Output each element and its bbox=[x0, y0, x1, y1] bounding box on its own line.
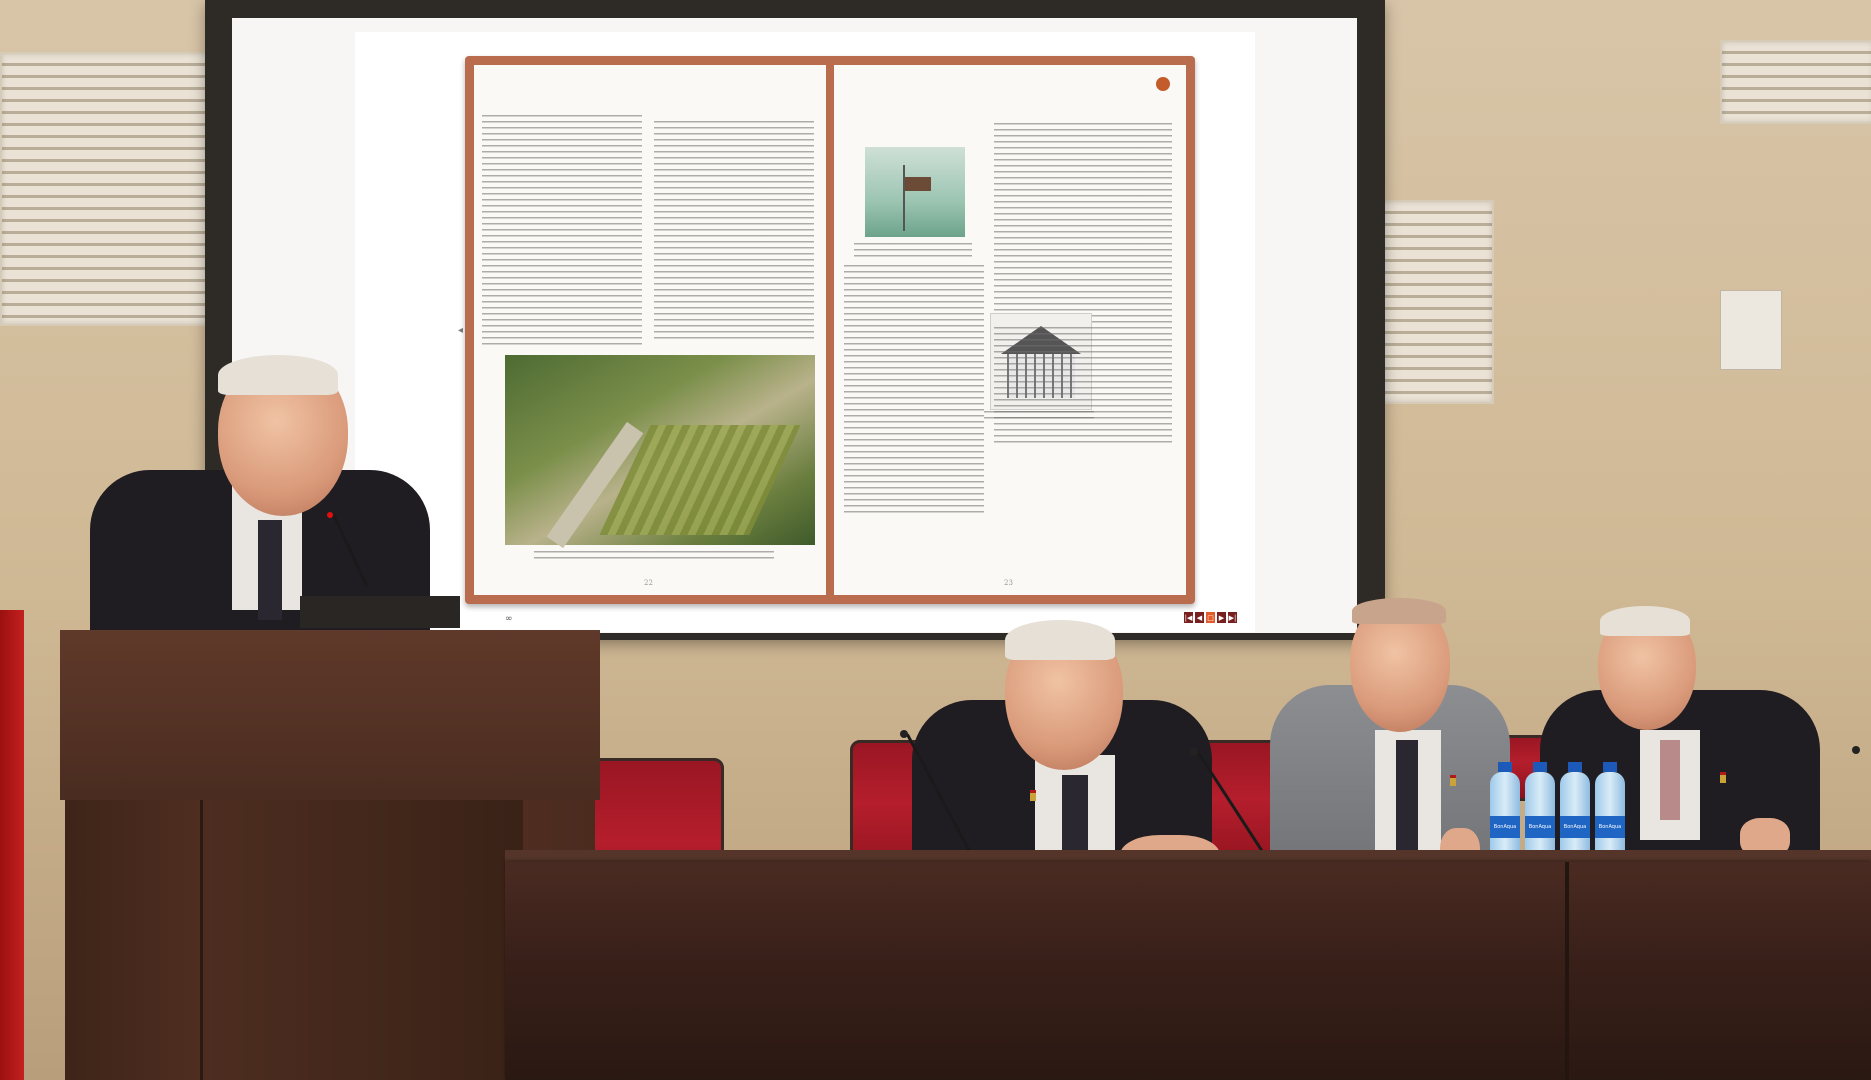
text-column bbox=[994, 123, 1172, 323]
monument-photo bbox=[865, 147, 965, 237]
page-number-left: 22 bbox=[644, 579, 653, 587]
wall-speaker bbox=[1720, 290, 1782, 370]
water-bottle: BonAqua bbox=[1490, 772, 1520, 868]
book-spread bbox=[465, 56, 1195, 604]
photo-caption bbox=[534, 551, 774, 563]
next-page-icon[interactable]: ▶ bbox=[1218, 613, 1225, 622]
ceiling-vent bbox=[1720, 40, 1871, 124]
text-column bbox=[482, 115, 642, 345]
zoom-icon[interactable]: □ bbox=[1207, 613, 1214, 622]
first-page-icon[interactable]: |◀ bbox=[1184, 613, 1193, 622]
microphone-head bbox=[1190, 748, 1198, 756]
water-bottle: BonAqua bbox=[1595, 772, 1625, 868]
text-column bbox=[994, 327, 1172, 447]
text-column bbox=[654, 121, 814, 343]
last-page-icon[interactable]: ▶| bbox=[1228, 613, 1237, 622]
presidium-table bbox=[505, 862, 1871, 1080]
medal-icon bbox=[1030, 790, 1036, 801]
photo-caption bbox=[854, 243, 972, 257]
page-number-right: 23 bbox=[1004, 579, 1013, 587]
podium-top bbox=[60, 630, 600, 800]
wall-vent-left bbox=[0, 52, 210, 326]
microphone-head bbox=[900, 730, 908, 738]
flag bbox=[0, 610, 24, 1080]
podium-front-panel bbox=[200, 800, 523, 1080]
aerial-park-photo bbox=[505, 355, 815, 545]
water-bottle: BonAqua bbox=[1525, 772, 1555, 868]
microphone-led bbox=[327, 512, 333, 518]
medal-icon bbox=[1720, 772, 1726, 783]
book-page-right bbox=[834, 65, 1186, 595]
text-column bbox=[844, 265, 984, 515]
prev-arrow-icon[interactable]: ◂ bbox=[458, 325, 464, 336]
prev-page-icon[interactable]: ◀ bbox=[1196, 613, 1203, 622]
podium-console bbox=[300, 596, 460, 628]
microphone-head bbox=[1852, 746, 1860, 754]
viewer-toolbar bbox=[1184, 612, 1254, 624]
book-page-left bbox=[474, 65, 826, 595]
water-bottle: BonAqua bbox=[1560, 772, 1590, 868]
table-seam bbox=[1565, 862, 1569, 1080]
badge-icon bbox=[1450, 775, 1456, 786]
emblem-icon bbox=[1156, 77, 1170, 91]
binoculars-icon[interactable]: ∞ bbox=[505, 614, 513, 624]
